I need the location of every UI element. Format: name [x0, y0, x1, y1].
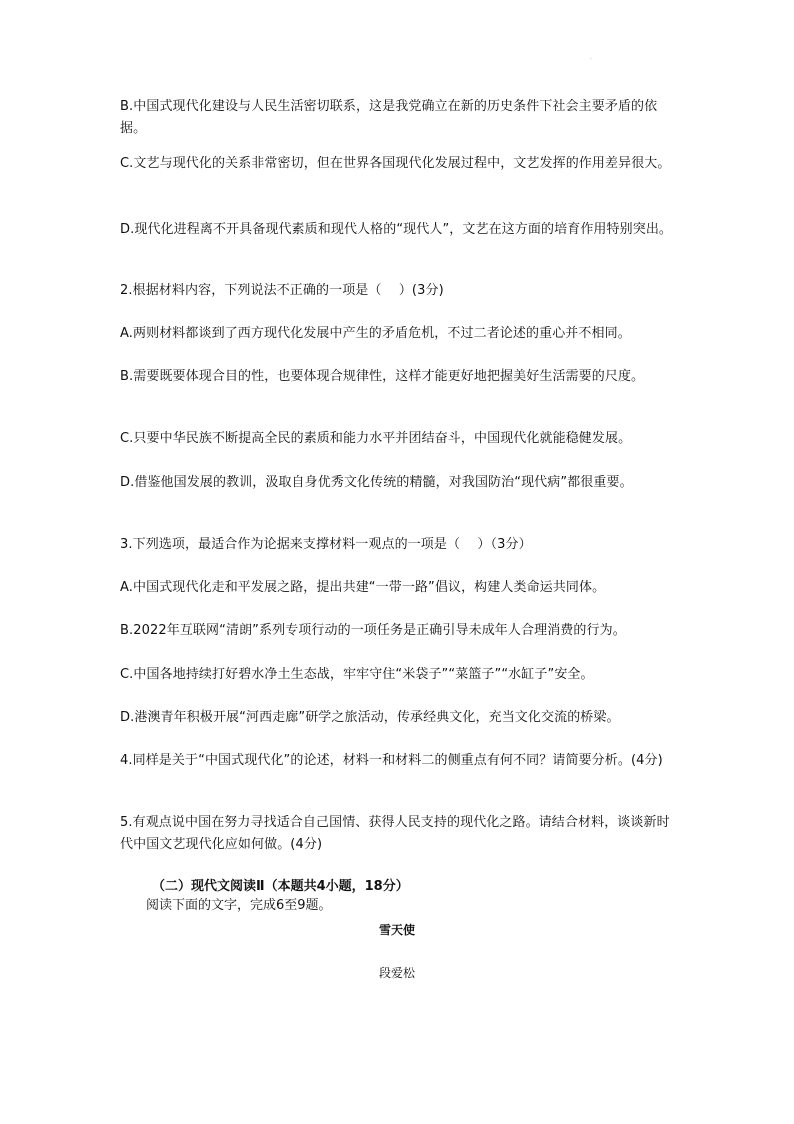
section-instruction: 阅读下面的文字，完成6至9题。: [146, 898, 332, 913]
q1-option-b: B.中国式现代化建设与人民生活密切联系，这是我党确立在新的历史条件下社会主要矛盾的依据。: [120, 99, 658, 136]
corner-mark: ·: [590, 56, 592, 63]
q3-option-b: B.2022年互联网“清朗”系列专项行动的一项任务是正确引导未成年人合理消费的行为。: [120, 623, 626, 638]
q2-stem: 2.根据材料内容，下列说法不正确的一项是（ ）(3分): [120, 283, 444, 298]
story-author: 段爱松: [378, 966, 415, 980]
q1-option-c: C.文艺与现代化的关系非常密切，但在世界各国现代化发展过程中，文艺发挥的作用差异很大。: [120, 156, 671, 171]
story-title: 雪天使: [378, 923, 415, 937]
q2-option-a: A.两则材料都谈到了西方现代化发展中产生的矛盾危机，不过二者论述的重心并不相同。: [120, 326, 631, 341]
q1-option-d: D.现代化进程离不开具备现代素质和现代人格的“现代人”，文艺在这方面的培育作用特别突出。: [120, 222, 673, 237]
q3-option-c: C.中国各地持续打好碧水净土生态战，牢牢守住“米袋子”“菜篮子”“水缸子”安全。: [120, 667, 594, 682]
q2-option-d: D.借鉴他国发展的教训，汲取自身优秀文化传统的精髓，对我国防治“现代病”都很重要。: [120, 475, 633, 490]
q5-stem: 5.有观点说中国在努力寻找适合自己国情、获得人民支持的现代化之路。请结合材料，谈谈新时代中国文艺现代化应如何做。(4分): [120, 815, 670, 852]
q3-stem: 3.下列选项，最适合作为论据来支撑材料一观点的一项是（ ）（3分）: [120, 537, 532, 552]
q4-stem: 4.同样是关于“中国式现代化”的论述，材料一和材料二的侧重点有何不同？请简要分析。(4分): [120, 753, 663, 768]
q3-option-a: A.中国式现代化走和平发展之路，提出共建“一带一路”倡议，构建人类命运共同体。: [120, 580, 606, 595]
q2-option-b: B.需要既要体现合目的性，也要体现合规律性，这样才能更好地把握美好生活需要的尺度。: [120, 369, 645, 384]
section-heading: （二）现代文阅读Ⅱ（本题共4小题，18分）: [152, 879, 409, 894]
q3-option-d: D.港澳青年积极开展“河西走廊”研学之旅活动，传承经典文化，充当文化交流的桥梁。: [120, 710, 620, 725]
q2-option-c: C.只要中华民族不断提高全民的素质和能力水平并团结奋斗，中国现代化就能稳健发展。: [120, 431, 632, 446]
